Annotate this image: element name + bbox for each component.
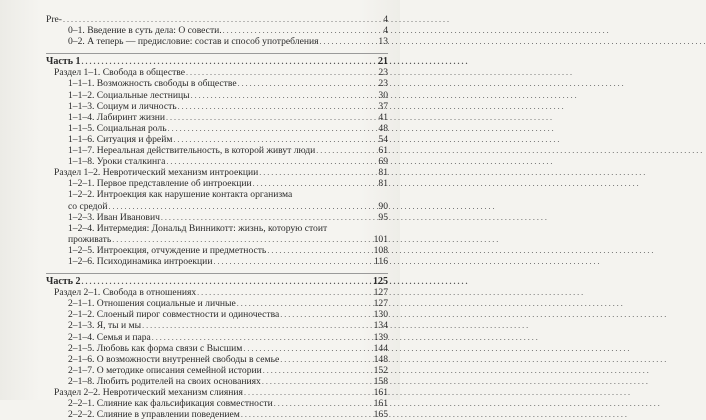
toc-entry-page: 148	[373, 353, 388, 365]
dot-leader	[263, 365, 371, 376]
toc-entry-page: 4	[383, 25, 388, 37]
dot-leader	[238, 78, 371, 89]
toc-entry-title: 1–2–6. Психодинамика интроекции	[68, 255, 213, 267]
toc-chapter-row[interactable]	[46, 320, 388, 331]
toc-continuation-row[interactable]	[46, 201, 388, 212]
toc-chapter-row[interactable]	[46, 123, 388, 134]
toc-entry-title: 1–2–4. Интермедия: Дональд Винникотт: жизнь, которую стоит	[68, 222, 328, 234]
dot-leader	[316, 145, 371, 156]
dot-leader	[108, 201, 371, 212]
toc-chapter-row[interactable]	[46, 112, 388, 123]
toc-entry-page: 23	[378, 67, 388, 79]
toc-entry-title: 0–1. Введение в суть дела: О совести.	[68, 25, 222, 37]
toc-entry-page: 21	[378, 56, 388, 68]
toc-entry-page: 30	[378, 89, 388, 101]
toc-entry-title: 2–1–2. Слоеный пирог совместности и одиночества	[68, 309, 280, 321]
toc-entry-title: 2–2–1. Слияние как фальсификация совместности	[68, 398, 273, 410]
toc-section-row[interactable]	[46, 287, 388, 298]
toc-entry-page: 161	[373, 387, 388, 398]
part-spacer	[46, 267, 388, 271]
toc-entry-title: Раздел 2–1. Свобода в отношениях	[54, 287, 197, 299]
toc-entry-title: Часть 1	[46, 56, 81, 68]
toc-chapter-row[interactable]	[46, 223, 388, 234]
toc-entry-page: 125	[373, 276, 388, 288]
toc-entry-title: 1–1–2. Социальные лестницы	[68, 89, 190, 101]
toc-entry-title: 1–1–4. Лабиринт жизни	[68, 111, 166, 123]
dot-leader	[223, 25, 371, 36]
toc-entry-title: 0–2. А теперь — предисловие: состав и способ употребления	[68, 36, 319, 48]
toc-entry-page: 81	[378, 178, 388, 190]
toc-entry-title: 2–1–4. Семья и пара	[68, 331, 151, 343]
toc-chapter-row[interactable]	[46, 245, 388, 256]
toc-entry-title: проживать	[68, 233, 112, 245]
toc-entry-page: 127	[373, 298, 388, 310]
toc-entry-title: Раздел 1–1. Свобода в обществе	[54, 67, 185, 79]
toc-chapter-row[interactable]	[46, 178, 388, 189]
dot-leader	[173, 134, 371, 145]
toc-entry-title: 1–2–5. Интроекция, отчуждение и предметность	[68, 244, 267, 256]
dot-leader	[112, 234, 371, 245]
toc-entry-title: 1–2–2. Интроекция как нарушение контакта организма	[68, 189, 293, 201]
dot-leader	[241, 409, 371, 420]
toc-entry-title: Раздел 2–2. Невротический механизм слияния	[54, 387, 243, 398]
toc-chapter-row[interactable]	[46, 189, 388, 200]
toc-entry-title: 2–1–5. Любовь как форма связи с Высшим	[68, 342, 243, 354]
dot-leader	[142, 320, 371, 331]
toc-chapter-row[interactable]	[46, 376, 388, 387]
part-spacer	[46, 47, 388, 51]
toc-entry-page: 13	[378, 36, 388, 48]
dot-leader	[178, 101, 371, 112]
dot-leader	[253, 178, 371, 189]
dot-leader	[280, 354, 371, 365]
toc-entry-title: 2–1–6. О возможности внутренней свободы в семье	[68, 353, 280, 365]
dot-leader	[274, 398, 371, 409]
dot-leader	[237, 298, 371, 309]
toc-entry-title: 2–1–1. Отношения социальные и личные	[68, 298, 236, 310]
toc-chapter-row[interactable]	[46, 90, 388, 101]
toc-chapter-row[interactable]	[46, 25, 388, 36]
toc-section-row[interactable]	[46, 387, 388, 398]
toc-entry-page: 54	[378, 133, 388, 145]
toc-preface-row	[46, 14, 388, 25]
toc-entry-title: 1–1–1. Возможность свободы в обществе	[68, 78, 237, 90]
dot-leader	[197, 287, 371, 298]
dot-leader	[243, 343, 371, 354]
toc-entry-title: 2–2–2. Слияние в управлении поведением	[68, 409, 240, 420]
dot-leader	[244, 387, 371, 398]
dot-leader	[166, 112, 371, 123]
dot-leader	[152, 332, 371, 343]
dot-leader	[280, 309, 371, 320]
toc-chapter-row[interactable]	[46, 36, 388, 47]
dot-leader	[168, 123, 371, 134]
toc-entry-page: 37	[378, 100, 388, 112]
toc-entry-page: 127	[373, 287, 388, 299]
toc-chapter-row[interactable]	[46, 134, 388, 145]
dot-leader	[262, 376, 371, 387]
toc-entry-page: 161	[373, 398, 388, 410]
toc-entry-page: 90	[378, 200, 388, 212]
toc-chapter-row[interactable]	[46, 309, 388, 320]
toc-entry-page: 69	[378, 156, 388, 168]
toc-entry-title: 2–1–7. О методике описания семейной истории	[68, 364, 262, 376]
toc-part-row[interactable]	[46, 273, 388, 287]
toc-entry-page: 48	[378, 122, 388, 134]
toc-chapter-row[interactable]	[46, 212, 388, 223]
toc-chapter-row[interactable]	[46, 365, 388, 376]
toc-chapter-row[interactable]	[46, 343, 388, 354]
toc-entry-title: 2–1–8. Любить родителей на своих основаниях	[68, 375, 261, 387]
toc-entry-page: 116	[373, 255, 388, 267]
toc-chapter-row[interactable]	[46, 409, 388, 420]
toc-preface-page: 4	[383, 14, 388, 25]
toc-chapter-row[interactable]	[46, 156, 388, 167]
toc-entry-page: 61	[378, 145, 388, 157]
toc-chapter-row[interactable]	[46, 354, 388, 365]
toc-entry-title: Раздел 1–2. Невротический механизм интроекции	[54, 167, 259, 179]
toc-chapter-row[interactable]	[46, 332, 388, 343]
toc-entry-title: 1–1–7. Нереальная действительность, в которой живут люди	[68, 145, 316, 157]
toc-entry-page: 95	[378, 211, 388, 223]
dot-leader	[186, 67, 371, 78]
toc-entry-page: 101	[373, 233, 388, 245]
toc-chapter-row[interactable]	[46, 256, 388, 267]
dot-leader	[81, 276, 371, 287]
toc-chapter-row[interactable]	[46, 78, 388, 89]
toc-entry-page: 158	[373, 375, 388, 387]
toc-chapter-row[interactable]	[46, 298, 388, 309]
dot-leader	[259, 167, 371, 178]
toc-entry-title: 2–1–3. Я, ты и мы	[68, 320, 142, 332]
toc-entry-title: 1–1–5. Социальная роль	[68, 122, 167, 134]
dot-leader	[81, 56, 371, 67]
toc-entry-page: 165	[373, 409, 388, 420]
toc-entry-page: 81	[378, 167, 388, 179]
dot-leader	[191, 90, 371, 101]
dot-leader	[166, 156, 371, 167]
toc-entry-page: 41	[378, 111, 388, 123]
toc-entry-page: 23	[378, 78, 388, 90]
toc-entry-title: 1–2–1. Первое представление об интроекции	[68, 178, 252, 190]
toc-part-row[interactable]	[46, 53, 388, 67]
toc-entry-page: 134	[373, 320, 388, 332]
toc-entry-title: 1–1–8. Уроки сталкинга	[68, 156, 166, 168]
toc-entry-page: 108	[373, 244, 388, 256]
toc-entry-title: со средой	[68, 200, 108, 212]
toc-entry-page: 130	[373, 309, 388, 321]
dot-leader	[161, 212, 371, 223]
toc-entry-title: 1–1–3. Социум и личность	[68, 100, 177, 112]
toc-preface-title: Pre-	[46, 14, 62, 25]
toc-chapter-row[interactable]	[46, 398, 388, 409]
toc-entry-title: 1–2–3. Иван Иванович	[68, 211, 160, 223]
toc-chapter-row[interactable]	[46, 145, 388, 156]
table-of-contents	[46, 14, 388, 420]
dot-leader	[63, 14, 371, 25]
toc-entry-title: 1–1–6. Ситуация и фрейм	[68, 133, 173, 145]
dot-leader	[320, 36, 371, 47]
toc-entry-title: Часть 2	[46, 276, 81, 288]
toc-entry-page: 144	[373, 342, 388, 354]
toc-section-row[interactable]	[46, 67, 388, 78]
dot-leader	[213, 256, 371, 267]
toc-entry-page: 139	[373, 331, 388, 343]
toc-continuation-row[interactable]	[46, 234, 388, 245]
toc-chapter-row[interactable]	[46, 101, 388, 112]
toc-section-row[interactable]	[46, 167, 388, 178]
toc-entry-page: 152	[373, 364, 388, 376]
dot-leader	[267, 245, 371, 256]
